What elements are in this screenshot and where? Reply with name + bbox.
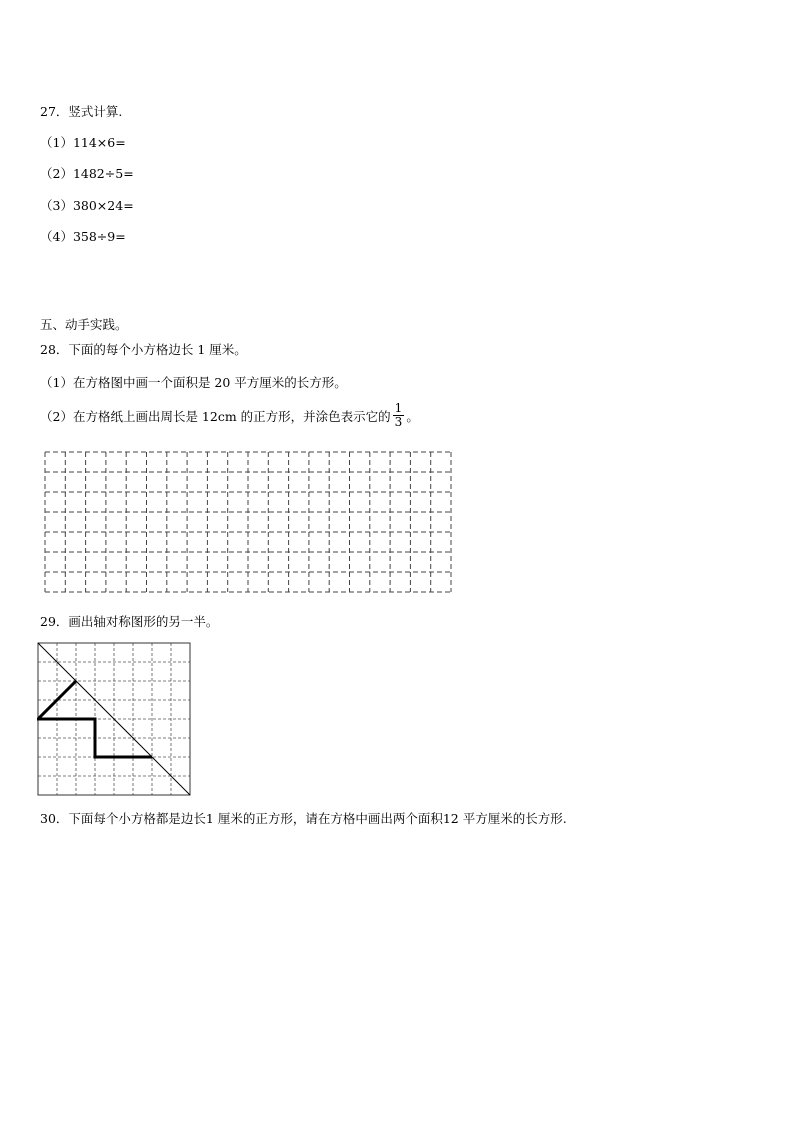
q28-title: 28．下面的每个小方格边长 1 厘米。 xyxy=(40,342,247,357)
q27-item-4: （4）358÷9= xyxy=(40,229,126,244)
q29-symmetry-grid xyxy=(37,642,193,798)
fraction-denominator: 3 xyxy=(394,415,403,429)
q28-dashed-grid xyxy=(40,448,456,596)
q27-item-3: （3）380×24= xyxy=(40,198,134,213)
q27-item-2: （2）1482÷5= xyxy=(40,166,134,181)
q28-part2-text: （2）在方格纸上画出周长是 12cm 的正方形，并涂色表示它的 xyxy=(40,409,391,424)
q28-part2 xyxy=(40,401,419,431)
q28-part1: （1）在方格图中画一个面积是 20 平方厘米的长方形。 xyxy=(40,375,347,390)
fraction-one-third xyxy=(393,402,405,429)
q27-item-1: （1）114×6= xyxy=(40,135,126,150)
q29-title: 29．画出轴对称图形的另一半。 xyxy=(40,614,219,629)
q27-title: 27．竖式计算. xyxy=(40,104,123,119)
section5-title: 五、动手实践。 xyxy=(40,317,128,332)
fraction-numerator: 1 xyxy=(394,401,403,415)
q30-title: 30．下面每个小方格都是边长1 厘米的正方形，请在方格中画出两个面积12 平方厘米的长方形. xyxy=(40,811,567,826)
q28-part2-end: 。 xyxy=(406,409,419,424)
